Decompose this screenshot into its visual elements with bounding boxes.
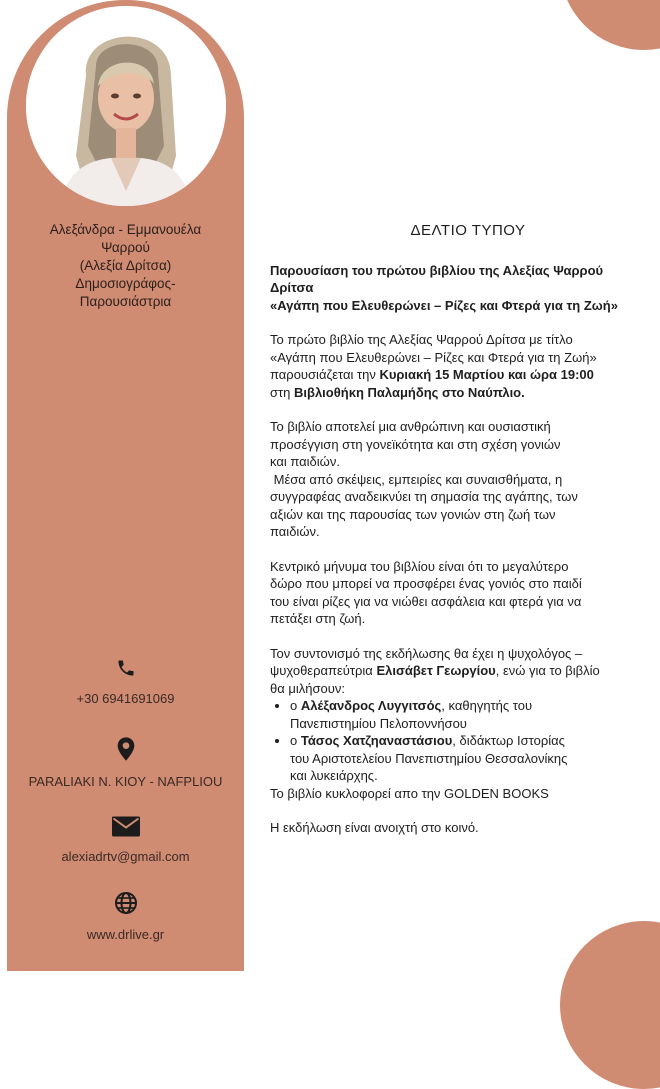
- paragraph-message: [270, 558, 652, 628]
- speakers-line2-end: , ενώ για το βιβλίο: [495, 663, 600, 678]
- profile-info: [7, 221, 244, 311]
- contact-address: [7, 736, 244, 789]
- address-text: PARALIAKI N. KIOY - NAFPLIOU: [28, 774, 223, 789]
- speaker2-role: και λυκειάρχης.: [290, 768, 378, 783]
- profile-role-line2: Παρουσιάστρια: [79, 294, 172, 309]
- sidebar: [7, 0, 244, 971]
- description-line6: αξιών και της παρουσίας των γονιών στη ζωή των: [270, 506, 556, 522]
- intro-line1: Το πρώτο βιβλίο της Αλεξίας Ψαρρού Δρίτσα με τίτλο: [270, 332, 573, 347]
- speaker1-name: Αλέξανδρος Λυγγιτσός: [300, 698, 442, 713]
- headline-line3: «Αγάπη που Ελευθερώνει – Ρίζες και Φτερά για τη Ζωή»: [270, 297, 618, 313]
- list-item: [290, 697, 652, 732]
- paragraph-intro: [270, 331, 652, 401]
- description-line4: Μέσα από σκέψεις, εμπειρίες και συναισθήματα, η: [270, 471, 563, 487]
- speaker2-prefix: ο: [290, 733, 301, 748]
- press-release: [270, 222, 652, 837]
- intro-line4: στη: [270, 384, 295, 400]
- message-line2: δώρο που μπορεί να προσφέρει ένας γονιός στο παιδί: [270, 576, 582, 591]
- event-venue: Βιβλιοθήκη Παλαμήδης στο Ναύπλιο.: [294, 384, 525, 400]
- speaker1-prefix: ο: [290, 698, 301, 713]
- website-link[interactable]: www.drlive.gr: [86, 927, 165, 942]
- contact-phone: [7, 657, 244, 706]
- contact-email: [7, 816, 244, 864]
- message-line4: πετάξει στη ζωή.: [270, 611, 366, 626]
- description-line7: παιδιών.: [270, 524, 320, 539]
- description-line3: και παιδιών.: [270, 454, 340, 469]
- profile-name-line2: Ψαρρού: [101, 240, 150, 255]
- globe-icon: [114, 891, 138, 915]
- corner-decoration-bottom-right: [560, 921, 660, 1089]
- profile-name-line1: Αλεξάνδρα - Εμμανουέλα: [49, 222, 202, 237]
- headline-line2: Δρίτσα: [270, 280, 314, 295]
- description-line5: συγγραφέας αναδεικνύει τη σημασία της αγάπης, των: [270, 489, 578, 504]
- speaker2-affiliation: του Αριστοτελείου Πανεπιστημίου Θεσσαλονίκης: [290, 750, 568, 766]
- speakers-line1: Τον συντονισμό της εκδήλωσης θα έχει η ψυχολόγος –: [270, 645, 583, 661]
- paragraph-description: [270, 418, 652, 541]
- corner-decoration-top-right: [560, 0, 660, 50]
- speaker-list: [270, 697, 652, 785]
- phone-number[interactable]: +30 6941691069: [76, 691, 175, 706]
- closing-line: Η εκδήλωση είναι ανοιχτή στο κοινό.: [270, 820, 479, 835]
- list-item: [290, 732, 652, 785]
- page-title: ΔΕΛΤΙΟ ΤΥΠΟΥ: [410, 222, 526, 239]
- location-pin-icon: [116, 736, 136, 762]
- profile-role-line1: Δημοσιογράφος-: [75, 276, 176, 291]
- publisher-line: Το βιβλίο κυκλοφορεί απο την GOLDEN BOOKS: [270, 785, 549, 801]
- email-link[interactable]: alexiadrtv@gmail.com: [61, 849, 190, 864]
- phone-icon: [116, 657, 136, 679]
- headline: [270, 262, 652, 315]
- intro-line3: παρουσιάζεται την: [270, 367, 380, 382]
- headline-line1: Παρουσίαση του πρώτου βιβλίου της Αλεξίας Ψαρρού: [270, 262, 604, 278]
- speakers-line2: ψυχοθεραπεύτρια: [270, 663, 377, 678]
- message-line1: Κεντρικό μήνυμα του βιβλίου είναι ότι το μεγαλύτερο: [270, 558, 569, 574]
- event-date: Κυριακή 15 Μαρτίου και ώρα 19:00: [379, 367, 594, 382]
- speaker1-affiliation: Πανεπιστημίου Πελοποννήσου: [290, 715, 467, 731]
- description-line1: Το βιβλίο αποτελεί μια ανθρώπινη και ουσιαστική: [270, 419, 551, 434]
- speaker2-title: , διδάκτωρ Ιστορίας: [452, 733, 565, 748]
- speakers-line3: θα μιλήσουν:: [270, 680, 345, 696]
- message-line3: του είναι ρίζες για να νιώθει ασφάλεια και φτερά για να: [270, 593, 582, 609]
- moderator-name: Ελισάβετ Γεωργίου: [376, 663, 496, 678]
- contact-website: [7, 891, 244, 942]
- avatar: [26, 6, 226, 206]
- paragraph-speakers: [270, 645, 652, 698]
- profile-alias: (Αλεξία Δρίτσα): [79, 258, 172, 273]
- speaker2-name: Τάσος Χατζηαναστάσιου: [300, 733, 453, 748]
- description-line2: προσέγγιση στη γονεϊκότητα και στη σχέση γονιών: [270, 436, 561, 452]
- envelope-icon: [112, 816, 140, 837]
- speaker1-title: , καθηγητής του: [441, 698, 533, 713]
- intro-line2: «Αγάπη που Ελευθερώνει – Ρίζες και Φτερά για τη Ζωή»: [270, 349, 597, 365]
